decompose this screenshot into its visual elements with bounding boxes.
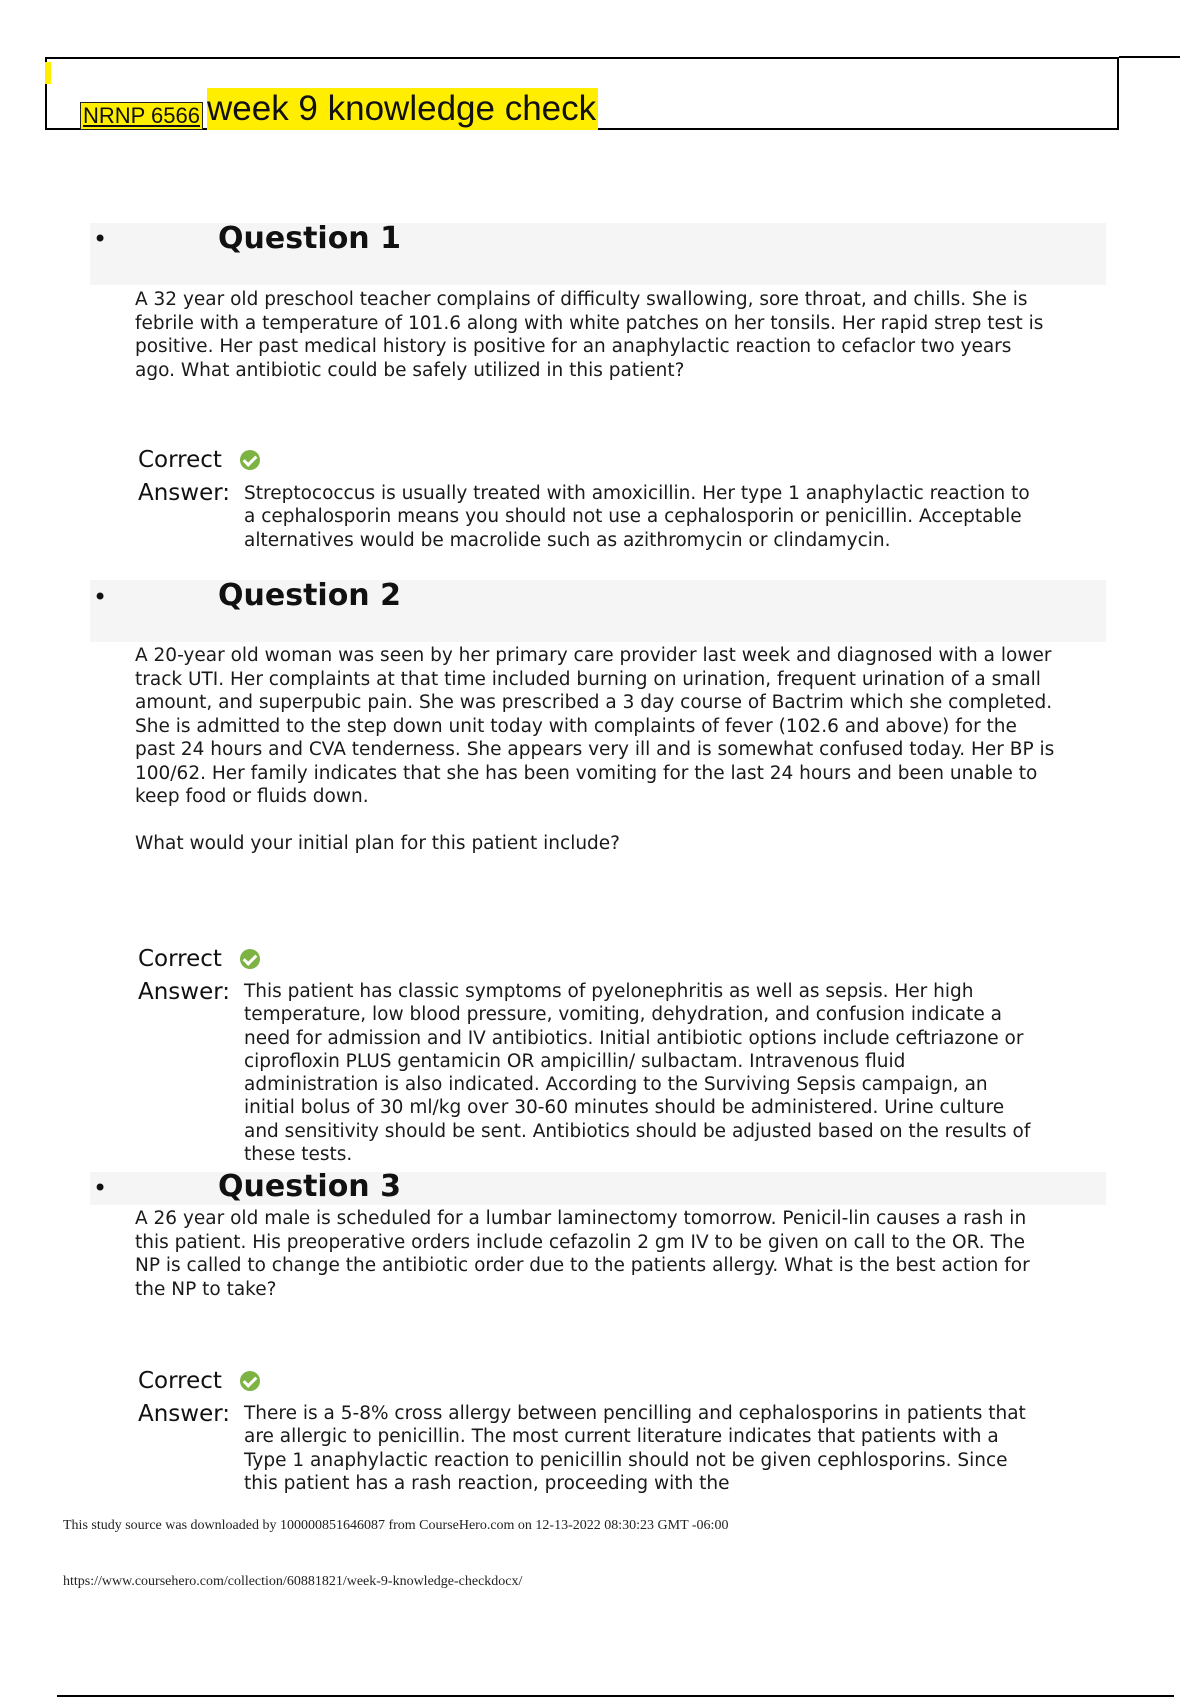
answer-label: Answer: bbox=[138, 480, 231, 506]
question-2-prompt: What would your initial plan for this patient include? bbox=[135, 832, 621, 854]
bottom-rule bbox=[57, 1695, 1174, 1697]
course-code: NRNP 6566 bbox=[80, 102, 203, 130]
question-3-paragraph: A 26 year old male is scheduled for a lumbar laminectomy tomorrow. Penicil-lin causes a rash in this patient. His preoperative orders include cefazolin 2 gm IV to be given on call to the OR. The NP is called to change the antibiotic order due to the patients allergy. What is the best action for the NP to take? bbox=[135, 1208, 1030, 1300]
check-circle-icon bbox=[240, 450, 260, 470]
question-2-text bbox=[135, 644, 1055, 855]
bullet: • bbox=[93, 1174, 108, 1202]
title-rule bbox=[1119, 56, 1180, 58]
check-circle-icon bbox=[240, 1371, 260, 1391]
source-url[interactable]: https://www.coursehero.com/collection/60881821/week-9-knowledge-checkdocx/ bbox=[63, 1574, 523, 1589]
question-3-answer: There is a 5-8% cross allergy between pencilling and cephalosporins in patients that are allergic to penicillin. The most current literature indicates that patients with a Type 1 anaphylactic reaction to penicillin should not be given cephlosporins. Since this patient has a rash reaction, proceeding with the bbox=[244, 1403, 1026, 1494]
status-label: Correct bbox=[138, 1368, 222, 1394]
download-notice: This study source was downloaded by 100000851646087 from CourseHero.com on 12-13-2022 08:30:23 GMT -06:00 bbox=[63, 1518, 729, 1533]
answer-label: Answer: bbox=[138, 979, 231, 1005]
question-3-status bbox=[138, 1367, 260, 1395]
question-3-heading: Question 3 bbox=[218, 1169, 401, 1204]
page-title: week 9 knowledge check bbox=[207, 89, 597, 128]
answer-label: Answer: bbox=[138, 1401, 231, 1427]
check-circle-icon bbox=[240, 949, 260, 969]
question-2-status bbox=[138, 945, 260, 973]
question-1-text bbox=[135, 288, 1055, 382]
question-1-heading: Question 1 bbox=[218, 221, 401, 256]
question-1-paragraph: A 32 year old preschool teacher complains of difficulty swallowing, sore throat, and chills. She is febrile with a temperature of 101.6 along with white patches on her tonsils. Her rapid strep test is positive. Her past medical history is positive for an anaphylactic reaction to cefaclor two years ago. What antibiotic could be safely utilized in this patient? bbox=[135, 289, 1044, 381]
question-1-status bbox=[138, 446, 260, 474]
question-2-heading: Question 2 bbox=[218, 578, 401, 613]
question-2-paragraph: A 20-year old woman was seen by her primary care provider last week and diagnosed with a lower track UTI. Her complaints at that time included burning on urination, frequent urination of a small amount, and superpubic pain. She was prescribed a 3 day course of Bactrim which she completed. She is admitted to the step down unit today with complaints of fever (102.6 and above) for the past 24 hours and CVA tenderness. She appears very ill and is somewhat confused today. Her BP is 100/62. Her family indicates that she has been vomiting for the last 24 hours and been unable to keep food or fluids down. bbox=[135, 645, 1055, 807]
question-2-answer: This patient has classic symptoms of pyelonephritis as well as sepsis. Her high temperature, low blood pressure, vomiting, dehydration, and confusion indicate a need for admission and IV antibiotics. Initial antibiotic options include ceftriazone or ciprofloxin PLUS gentamicin OR ampicillin/ sulbactam. Intravenous fluid administration is also indicated. According to the Surviving Sepsis campaign, an initial bolus of 30 ml/kg over 30-60 minutes should be administered. Urine culture and sensitivity should be sent. Antibiotics should be adjusted based on the results of these tests. bbox=[244, 981, 1031, 1166]
status-label: Correct bbox=[138, 447, 222, 473]
status-label: Correct bbox=[138, 946, 222, 972]
highlight-mark bbox=[45, 62, 51, 84]
document-title bbox=[80, 84, 598, 130]
bullet: • bbox=[93, 225, 108, 253]
question-1-answer: Streptococcus is usually treated with amoxicillin. Her type 1 anaphylactic reaction to a cephalosporin means you should not use a cephalosporin or penicillin. Acceptable alternatives would be macrolide such as azithromycin or clindamycin. bbox=[244, 483, 1030, 551]
question-3-text bbox=[135, 1207, 1055, 1301]
bullet: • bbox=[93, 583, 108, 611]
